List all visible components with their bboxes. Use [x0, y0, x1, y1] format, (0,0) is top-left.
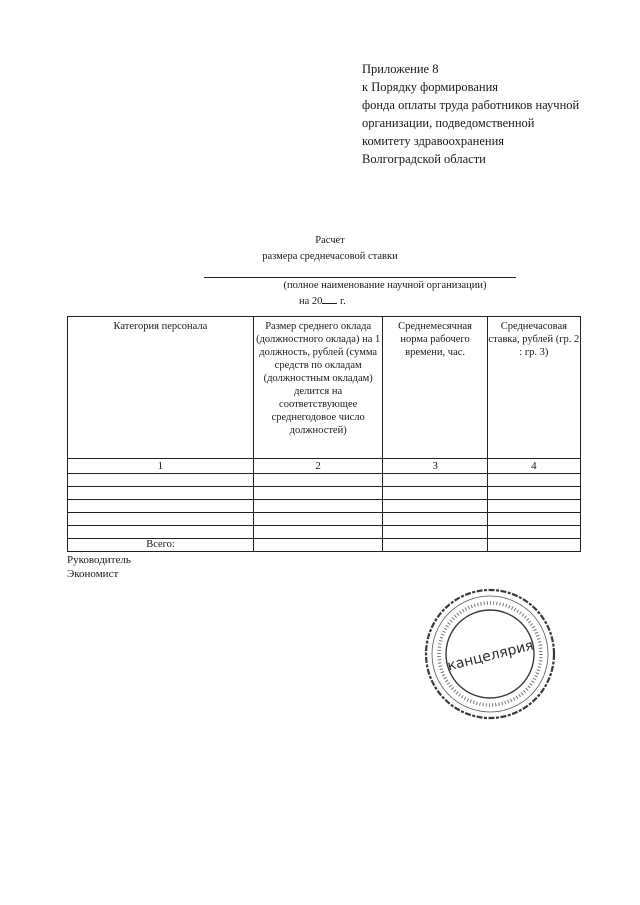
table-cell [253, 539, 383, 552]
header-personnel-category: Категория персонала [68, 317, 254, 459]
table-cell [487, 526, 580, 539]
table-row [68, 474, 581, 487]
table-cell [68, 500, 254, 513]
stamp-center-text: канцелярия [445, 637, 536, 675]
table-header-row [68, 317, 581, 459]
organization-name-line [204, 277, 516, 278]
table-cell [253, 500, 383, 513]
table-cell [383, 526, 487, 539]
table-cell [68, 487, 254, 500]
table-cell [383, 500, 487, 513]
table-cell [253, 474, 383, 487]
year-blank [322, 293, 337, 304]
total-row [68, 539, 581, 552]
document-title: Расчет [315, 235, 345, 246]
column-number-row [68, 459, 581, 474]
table-cell [383, 539, 487, 552]
appendix-line: Приложение 8 [362, 62, 439, 76]
appendix-line: организации, подведомственной [362, 116, 535, 130]
header-working-time-norm: Среднемесячная норма рабочего времени, час. [383, 317, 487, 459]
table-cell [383, 474, 487, 487]
table-cell [487, 474, 580, 487]
table-row [68, 513, 581, 526]
calculation-table [67, 316, 581, 552]
table-row [68, 487, 581, 500]
appendix-line: Волгоградской области [362, 152, 486, 166]
document-subtitle: размера среднечасовой ставки [262, 251, 398, 262]
signature-head: Руководитель [67, 554, 131, 566]
organization-name-caption: (полное наименование научной организации) [283, 280, 487, 291]
appendix-block [362, 60, 632, 168]
table-cell [68, 513, 254, 526]
appendix-line: комитету здравоохранения [362, 134, 505, 148]
column-number: 3 [383, 459, 487, 474]
signature-economist: Экономист [67, 568, 119, 580]
table-cell [253, 513, 383, 526]
date-prefix: на 20 [299, 296, 323, 307]
table-cell [253, 487, 383, 500]
table-row [68, 500, 581, 513]
header-average-salary: Размер среднего оклада (должностного оклада) на 1 должность, рублей (сумма средств по окладам (должностным окладам) делится на соответствующее среднегодовое число должностей) [253, 317, 383, 459]
table-cell [487, 500, 580, 513]
column-number: 4 [487, 459, 580, 474]
table-cell [253, 526, 383, 539]
office-stamp [422, 586, 558, 722]
table-cell [487, 487, 580, 500]
total-label: Всего: [68, 539, 254, 552]
table-cell [383, 487, 487, 500]
table-cell [383, 513, 487, 526]
table-cell [68, 526, 254, 539]
date-suffix: г. [340, 296, 346, 307]
appendix-line: фонда оплаты труда работников научной [362, 98, 580, 112]
column-number: 2 [253, 459, 383, 474]
table-cell [487, 539, 580, 552]
appendix-line: к Порядку формирования [362, 80, 499, 94]
column-number: 1 [68, 459, 254, 474]
table-row [68, 526, 581, 539]
table-cell [68, 474, 254, 487]
table-cell [487, 513, 580, 526]
header-hourly-rate: Среднечасовая ставка, рублей (гр. 2 : гр. 3) [487, 317, 580, 459]
date-line [299, 293, 346, 307]
